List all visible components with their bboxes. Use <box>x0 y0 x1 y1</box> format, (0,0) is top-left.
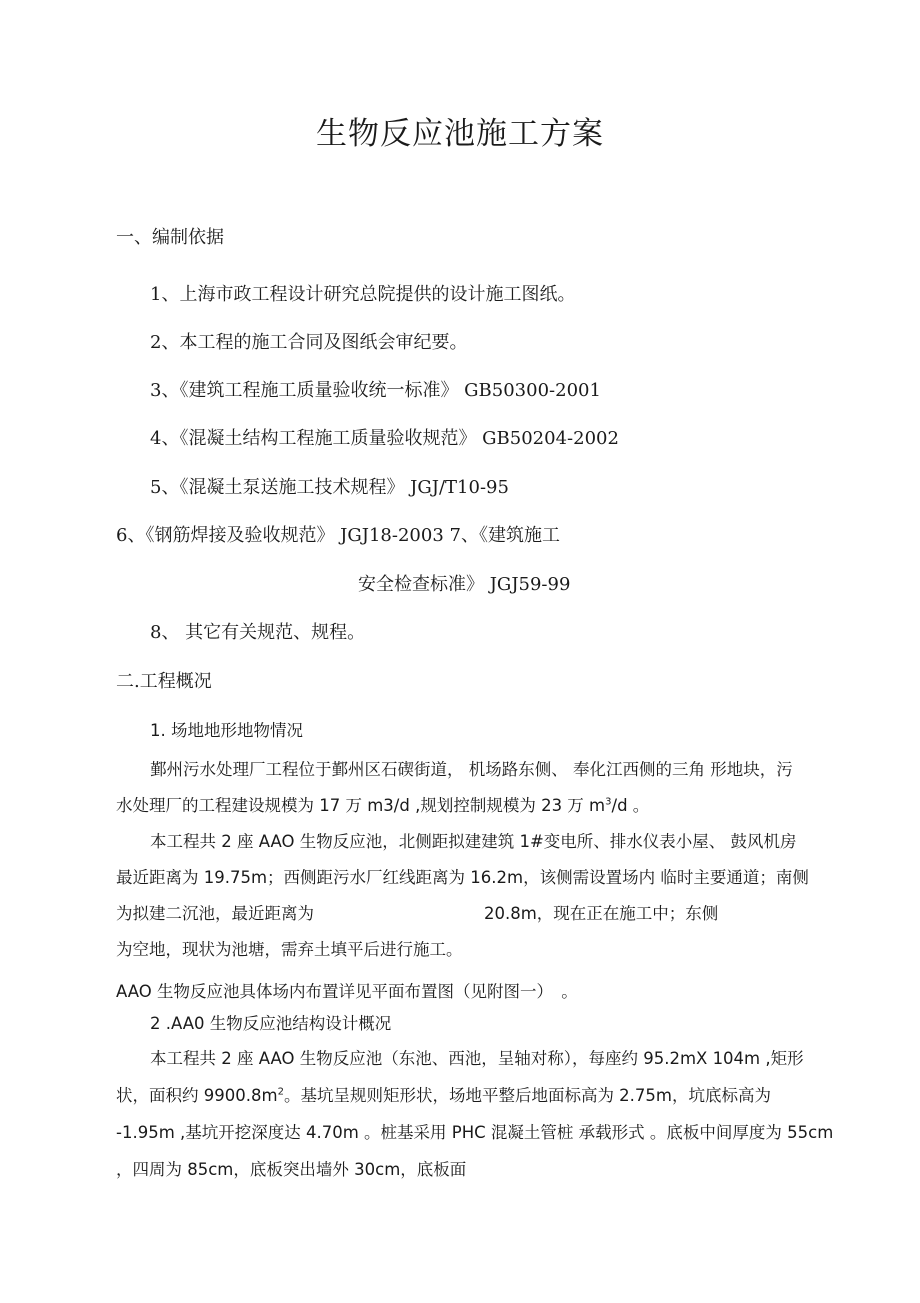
paragraph-location-line1: 鄞州污水处理厂工程位于鄞州区石碶街道， 机场路东侧、 奉化江西侧的三角 形地块，污 <box>150 760 793 779</box>
paragraph-surroundings-line2: 最近距离为 19.75m；西侧距污水厂红线距离为 16.2m，该侧需设置场内 临时主要通道；南侧 <box>116 868 809 887</box>
section-heading-basis: 一、编制依据 <box>116 227 224 248</box>
section-heading-overview: 二.工程概况 <box>116 671 212 692</box>
paragraph-structure-line4: ，四周为 85cm，底板突出墙外 30cm，底板面 <box>116 1160 467 1179</box>
paragraph-surroundings-line3: 为拟建二沉池，最近距离为 20.8m，现在正在施工中；东侧 <box>116 904 719 923</box>
paragraph-layout-reference: AAO 生物反应池具体场内布置详见平面布置图（见附图一） 。 <box>116 982 578 1001</box>
paragraph-structure-line3: -1.95m ,基坑开挖深度达 4.70m 。桩基采用 PHC 混凝土管桩 承载形式 。底板中间厚度为 55cm <box>116 1123 834 1142</box>
basis-item-4: 4、《混凝土结构工程施工质量验收规范》 GB50204-2002 <box>150 428 619 449</box>
paragraph-structure-line1: 本工程共 2 座 AAO 生物反应池（东池、西池，呈轴对称），每座约 95.2mX 104m ,矩形 <box>150 1049 804 1068</box>
document-title: 生物反应池施工方案 <box>316 116 604 152</box>
paragraph-surroundings-line1: 本工程共 2 座 AAO 生物反应池，北侧距拟建建筑 1#变电所、排水仪表小屋、 鼓风机房 <box>150 832 797 851</box>
subheading-site-terrain: 1. 场地地形地物情况 <box>150 721 303 740</box>
basis-item-3: 3、《建筑工程施工质量验收统一标准》 GB50300-2001 <box>150 380 601 401</box>
basis-item-1: 1、上海市政工程设计研究总院提供的设计施工图纸。 <box>150 284 576 305</box>
subheading-structure-design: 2 .AA0 生物反应池结构设计概况 <box>150 1014 392 1033</box>
paragraph-structure-line2: 状，面积约 $9900.8m^2$。基坑呈规则矩形状，场地平整后地面标高为 2.75m，坑底标高为 <box>116 1086 771 1105</box>
basis-item-6: 6、《钢筋焊接及验收规范》 JGJ18-2003 7、《建筑施工 <box>116 525 560 546</box>
paragraph-location-line2: 水处理厂的工程建设规模为 17 万 m3/d ,规划控制规模为 23 万 $m^3/d$ 。 <box>116 796 650 815</box>
basis-item-8: 8、 其它有关规范、规程。 <box>150 622 366 643</box>
basis-item-6-continued: 安全检查标准》 JGJ59-99 <box>358 574 571 595</box>
paragraph-surroundings-line4: 为空地，现状为池塘，需弃土填平后进行施工。 <box>116 940 463 959</box>
basis-item-2: 2、本工程的施工合同及图纸会审纪要。 <box>150 332 468 353</box>
basis-item-5: 5、《混凝土泵送施工技术规程》 JGJ/T10-95 <box>150 477 509 498</box>
